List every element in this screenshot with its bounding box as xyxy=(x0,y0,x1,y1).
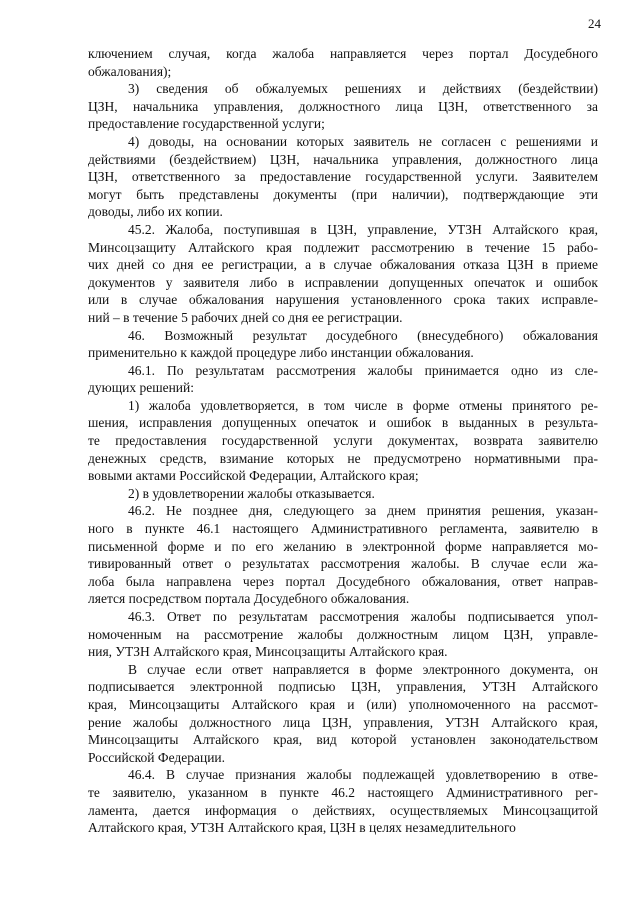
paragraph xyxy=(88,608,598,661)
paragraph xyxy=(88,502,598,608)
text-line: 46. Возможный результат досудебного (внесудебного) обжалования xyxy=(128,327,598,343)
text-line: 3) сведения об обжалуемых решениях и действиях (бездействии) xyxy=(128,81,598,97)
page-number: 24 xyxy=(588,16,601,31)
text-line: подписывается электронной подписью ЦЗН, управления, УТЗН Алтайского xyxy=(88,679,598,695)
text-line: номоченным на рассмотрение жалобы должностным лицом ЦЗН, управле- xyxy=(88,626,598,642)
text-line: те заявителю, указанном в пункте 46.2 настоящего Административного рег- xyxy=(88,784,598,800)
paragraph xyxy=(88,397,598,485)
text-line: применительно к каждой процедуре либо инстанции обжалования. xyxy=(88,345,474,361)
text-line: шения, исправления допущенных опечаток и ошибок в выданных в результа- xyxy=(88,415,598,431)
text-line: предоставление государственной услуги; xyxy=(88,116,325,132)
paragraph xyxy=(88,327,598,362)
text-line: те предоставления государственной услуги документах, возврата заявителю xyxy=(88,433,598,449)
text-line: документов у заявителя либо в исправлении допущенных опечаток и ошибок xyxy=(88,274,598,290)
text-line: 1) жалоба удовлетворяется, в том числе в форме отмены принятого ре- xyxy=(128,397,598,413)
text-line: края, Минсоцзащиты Алтайского края и (или) уполномоченного на рассмот- xyxy=(88,696,598,712)
text-line: чих дней со дня ее регистрации, а в случае обжалования отказа ЦЗН в приеме xyxy=(88,257,598,273)
paragraph xyxy=(88,80,598,133)
paragraph xyxy=(88,362,598,397)
text-line: ния, УТЗН Алтайского края, Минсоцзащиты Алтайского края. xyxy=(88,644,448,660)
text-line: 46.4. В случае признания жалобы подлежащей удовлетворению в отве- xyxy=(128,767,598,783)
paragraph xyxy=(88,766,598,836)
text-line: ключением случая, когда жалоба направляется через портал Досудебного xyxy=(88,46,598,61)
text-line: 46.2. Не позднее дня, следующего за днем принятия решения, указан- xyxy=(128,503,598,519)
document-body xyxy=(88,45,598,837)
paragraph xyxy=(88,661,598,767)
text-line: денежных средств, взимание которых не предусмотрено нормативными пра- xyxy=(88,450,598,466)
text-line: ламента, дается информация о действиях, осуществляемых Минсоцзащитой xyxy=(88,802,598,818)
text-line: письменной форме и по его желанию в электронной форме направляется мо- xyxy=(88,538,598,554)
text-line: ного в пункте 46.1 настоящего Административного регламента, заявителю в xyxy=(88,521,598,537)
text-line: действиями (бездействием) ЦЗН, начальника управления, должностного лица xyxy=(88,151,598,167)
text-line: 46.1. По результатам рассмотрения жалобы принимается одно из сле- xyxy=(128,362,598,378)
text-line: ЦЗН, ответственного за предоставление государственной услуги. Заявителем xyxy=(88,169,598,185)
text-line: Алтайского края, УТЗН Алтайского края, ЦЗН в целях незамедлительного xyxy=(88,820,516,836)
text-line: 2) в удовлетворении жалобы отказывается. xyxy=(128,485,375,501)
text-line: ляется посредством портала Досудебного обжалования. xyxy=(88,591,410,607)
text-line: лоба была направлена через портал Досудебного обжалования, ответ направ- xyxy=(88,573,598,589)
text-line: 4) доводы, на основании которых заявитель не согласен с решениями и xyxy=(128,133,598,149)
text-line: обжалования); xyxy=(88,63,172,79)
text-line: 45.2. Жалоба, поступившая в ЦЗН, управление, УТЗН Алтайского края, xyxy=(128,221,598,237)
paragraph xyxy=(88,221,598,327)
text-line: Минсоцзащиты Алтайского края, вид которой установлен законодательством xyxy=(88,732,598,748)
text-line: дующих решений: xyxy=(88,380,195,396)
text-line: ЦЗН, начальника управления, должностного лица ЦЗН, ответственного за xyxy=(88,98,598,114)
text-line: доводы, либо их копии. xyxy=(88,204,223,220)
text-line: 46.3. Ответ по результатам рассмотрения жалобы подписывается упол- xyxy=(128,609,598,624)
text-line: В случае если ответ направляется в форме электронного документа, он xyxy=(128,661,598,677)
text-line: вовыми актами Российской Федерации, Алтайского края; xyxy=(88,468,419,484)
paragraph xyxy=(88,45,598,80)
text-line: ний – в течение 5 рабочих дней со дня ее регистрации. xyxy=(88,309,403,325)
paragraph xyxy=(88,133,598,221)
text-line: тивированный ответ о результатах рассмотрения жалобы. В случае если жа- xyxy=(88,556,598,572)
text-line: могут быть представлены документы (при наличии), подтверждающие эти xyxy=(88,186,598,202)
paragraph xyxy=(88,485,598,503)
text-line: рение жалобы должностного лица ЦЗН, управления, УТЗН Алтайского края, xyxy=(88,714,598,730)
text-line: Российской Федерации. xyxy=(88,749,226,765)
text-line: или в случае обжалования нарушения установленного срока таких исправле- xyxy=(88,292,598,308)
text-line: Минсоцзащиту Алтайского края подлежит рассмотрению в течение 15 рабо- xyxy=(88,239,598,255)
